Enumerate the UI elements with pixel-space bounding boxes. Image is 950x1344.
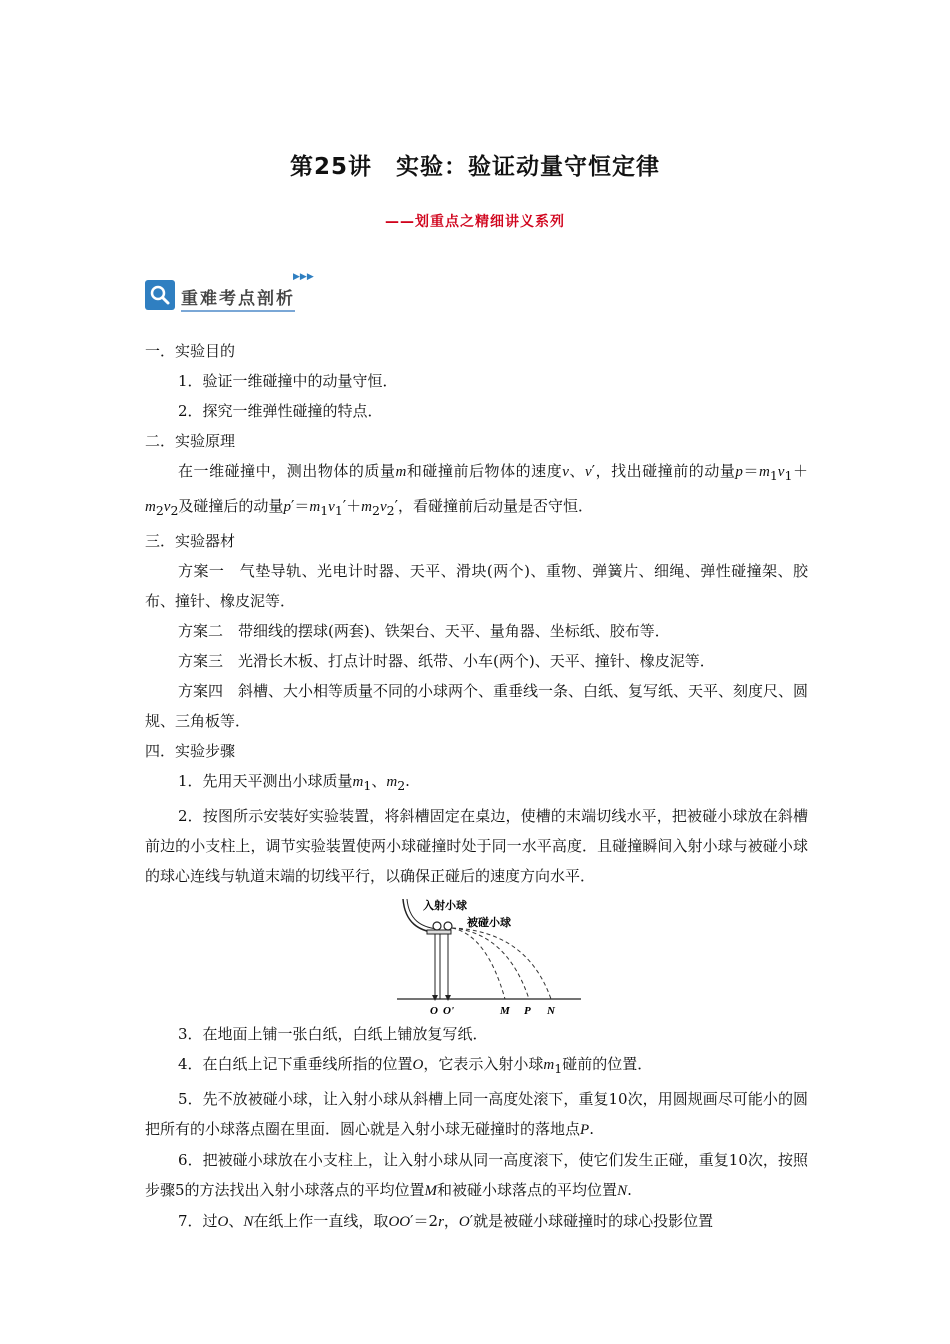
label-target-ball: 被碰小球 [467, 916, 511, 929]
paragraph: 3．在地面上铺一张白纸，白纸上铺放复写纸． [178, 1025, 488, 1043]
paragraph: 5．先不放被碰小球，让入射小球从斜槽上同一高度处滚下，重复10次，用圆规画尽可能小的圆把所有的小球落点圈在里面．圆心就是入射小球无碰撞时的落地点P. [145, 1090, 808, 1138]
paragraph: 7．过O、N在纸上作一直线，取OO′＝2r，O′就是被碰小球碰撞时的球心投影位置 [178, 1212, 714, 1230]
ground-label-m: M [500, 1005, 510, 1017]
page-subtitle: ——划重点之精细讲义系列 [385, 214, 565, 230]
paragraph: 2．探究一维弹性碰撞的特点． [178, 402, 383, 420]
page-title: 第25讲 实验：验证动量守恒定律 [289, 154, 660, 180]
ground-label-o-prime: O' [443, 1005, 454, 1017]
ground-label-n: N [547, 1005, 555, 1017]
ground-label-p: P [524, 1005, 531, 1017]
section-badge [145, 272, 325, 308]
paragraph: 方案一 气垫导轨、光电计时器、天平、滑块(两个)、重物、弹簧片、细绳、弹性碰撞架、胶布、撞针、橡皮泥等． [145, 562, 808, 610]
document-body [145, 336, 808, 1237]
paragraph: 1．验证一维碰撞中的动量守恒． [178, 372, 398, 390]
paragraph-principle: 在一维碰撞中，测出物体的质量m和碰撞前后物体的速度v、v′，找出碰撞前的动量$p=m_1v_1+m_2v_2$及碰撞后的动量$p'=m_1v_1'+m_2v_2'$，看碰撞前后动量是否守恒． [145, 462, 808, 518]
paragraph: 方案二 带细线的摆球(两套)、铁架台、天平、量角器、坐标纸、胶布等． [178, 622, 670, 640]
paragraph: 2．按图所示安装好实验装置，将斜槽固定在桌边，使槽的末端切线水平，把被碰小球放在斜槽前边的小支柱上，调节实验装置使两小球碰撞时处于同一水平高度．且碰撞瞬间入射小球与被碰小球的球心连线与轨道末端的切线平行，以确保正碰后的速度方向水平． [145, 807, 808, 885]
apparatus-diagram [397, 895, 597, 1017]
paragraph: 4．在白纸上记下重垂线所指的位置O，它表示入射小球$m_1$碰前的位置． [178, 1055, 653, 1076]
section-heading: 一．实验目的 [145, 342, 236, 360]
badge-label: 重难考点剖析 [181, 284, 295, 312]
paragraph: 6．把被碰小球放在小支柱上，让入射小球从同一高度滚下，使它们发生正碰，重复10次，按照步骤5的方法找出入射小球落点的平均位置M和被碰小球落点的平均位置N. [145, 1151, 808, 1199]
paragraph: 方案四 斜槽、大小相等质量不同的小球两个、重垂线一条、白纸、复写纸、天平、刻度尺、圆规、三角板等． [145, 682, 809, 730]
paragraph: 1．先用天平测出小球质量$m_1$、$m_2$. [178, 772, 410, 793]
ground-label-o: O [430, 1005, 438, 1017]
section-heading: 四．实验步骤 [145, 742, 236, 760]
magnifier-icon [145, 280, 175, 310]
paragraph: 方案三 光滑长木板、打点计时器、纸带、小车(两个)、天平、撞针、橡皮泥等． [178, 652, 715, 670]
section-heading: 二．实验原理 [145, 432, 236, 450]
section-heading: 三．实验器材 [145, 532, 236, 550]
label-incident-ball: 入射小球 [423, 899, 467, 912]
triple-arrow-icon: ▶▶▶ [293, 272, 314, 282]
experiment-figure [145, 895, 808, 1017]
